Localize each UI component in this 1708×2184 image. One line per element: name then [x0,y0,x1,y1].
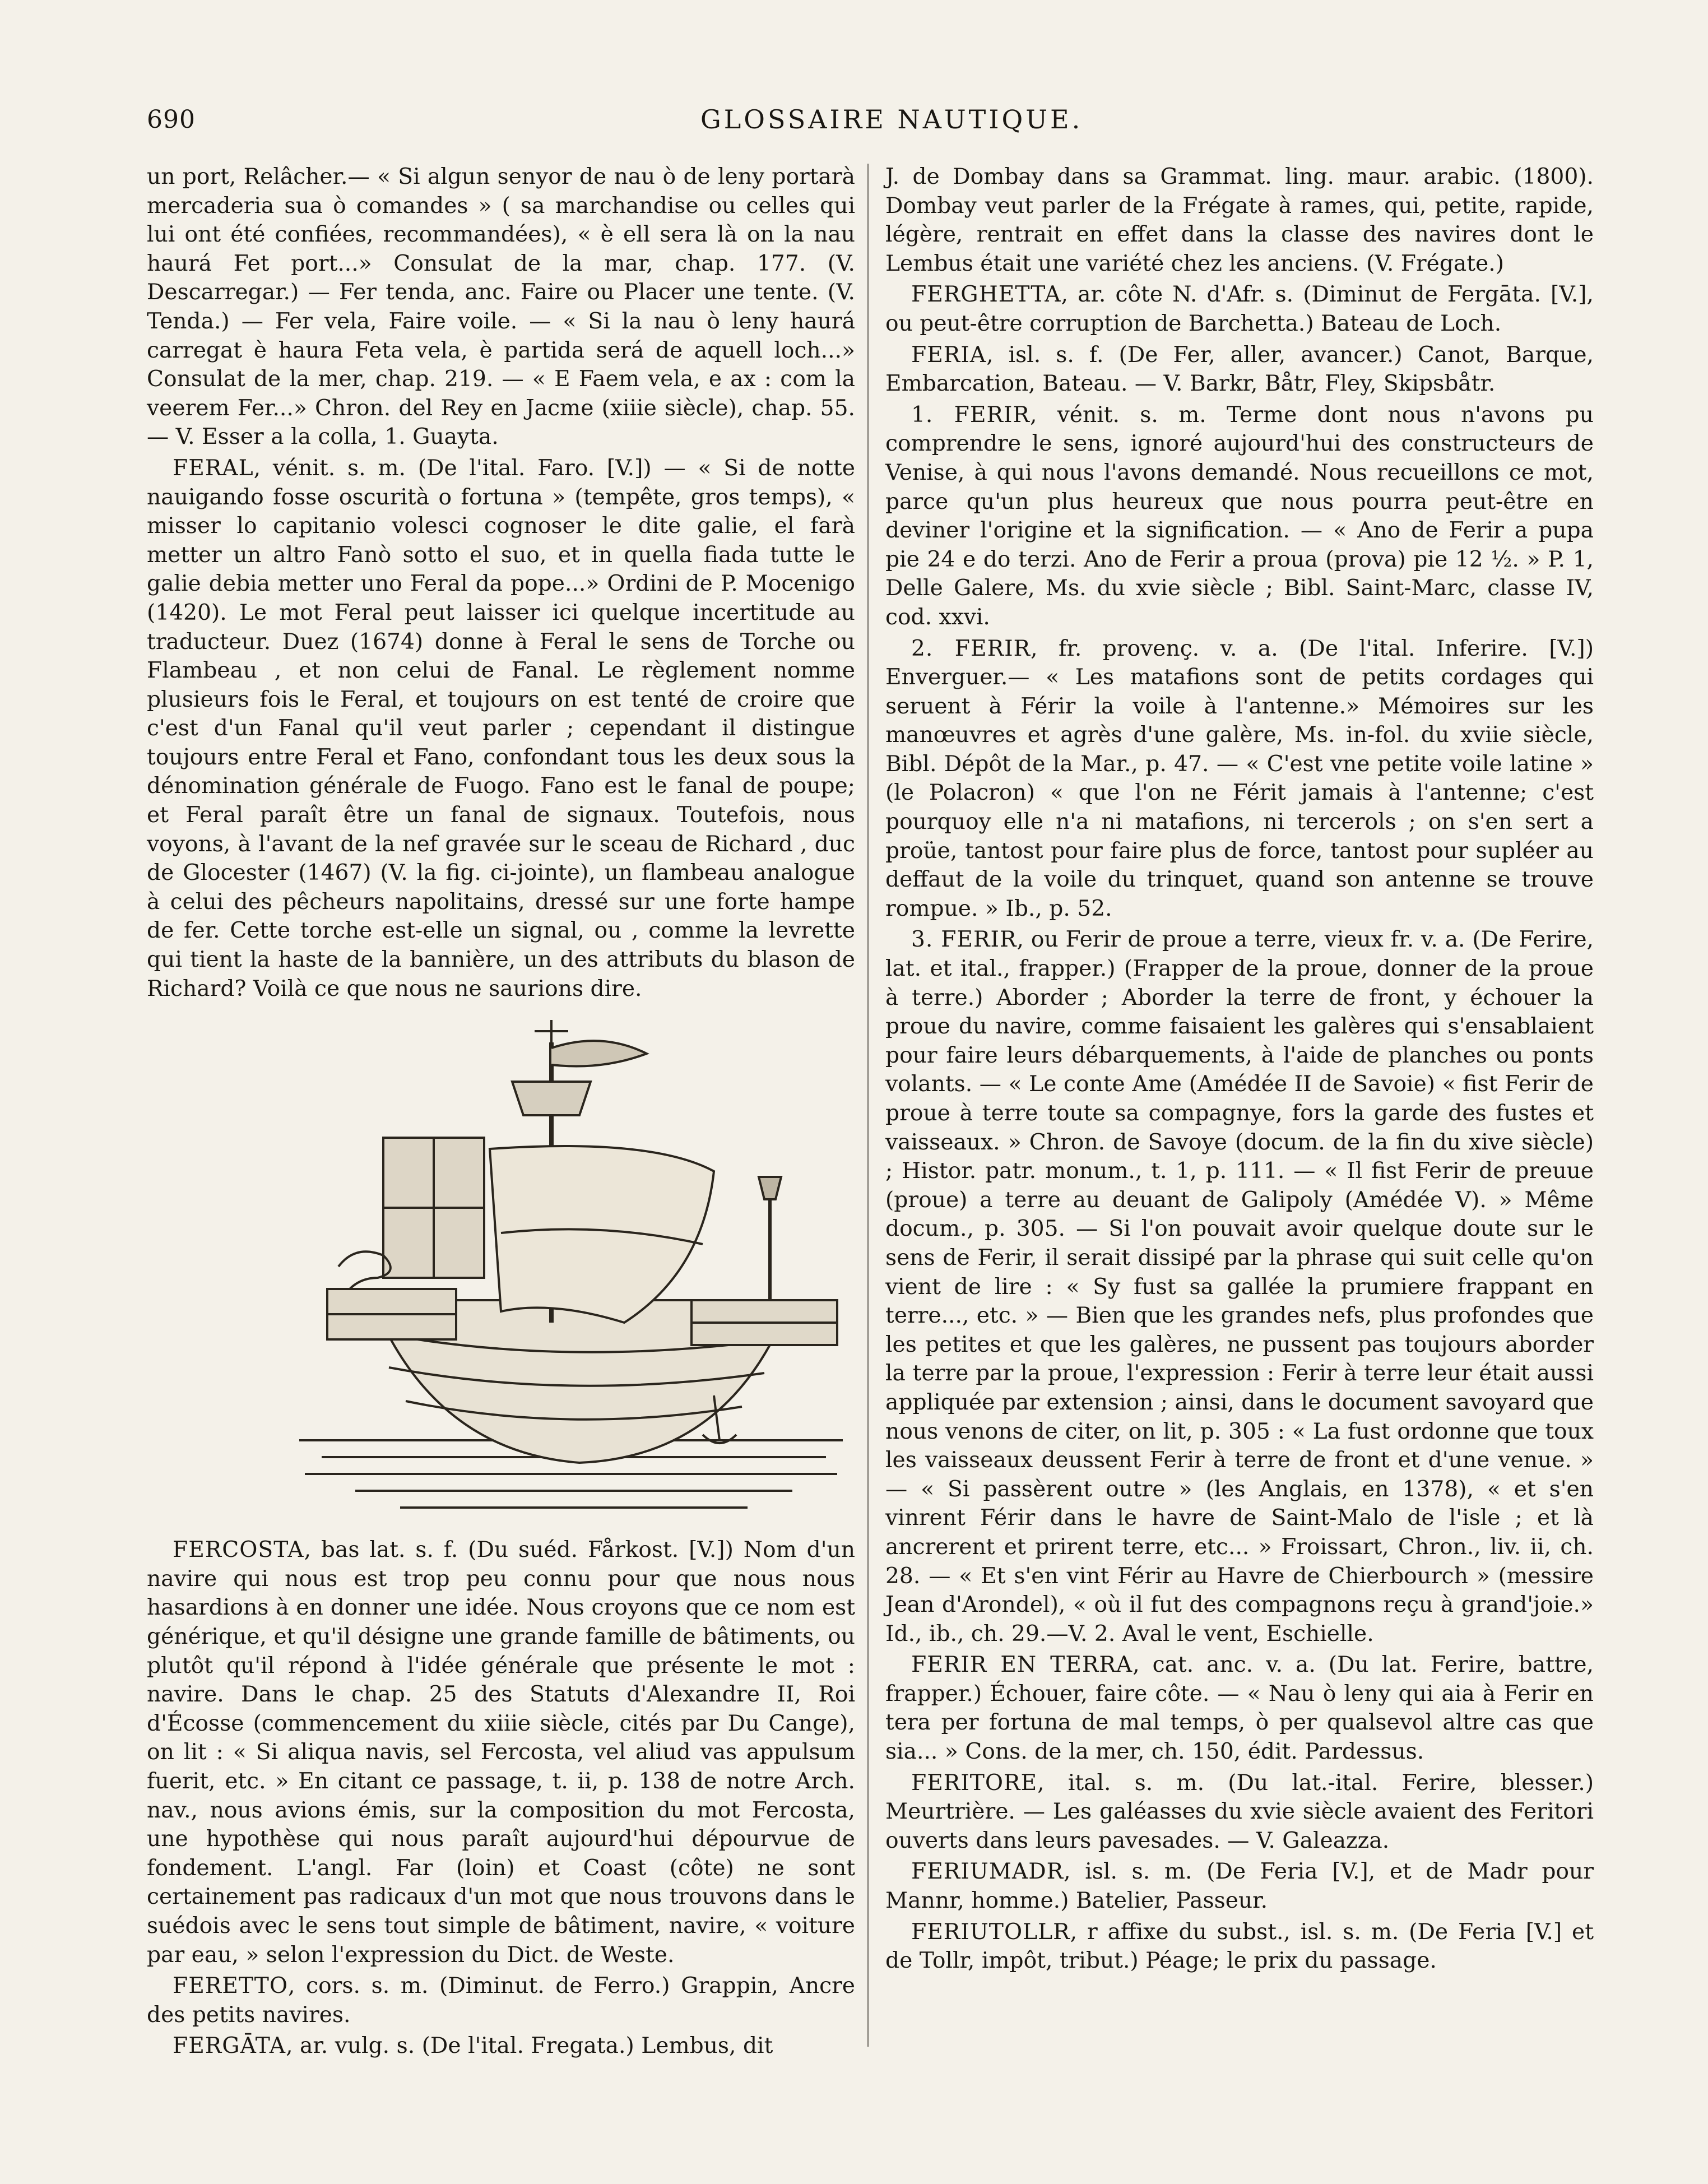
left-column [147,163,855,2063]
entry-text: , ital. s. m. (Du lat.-ital. Ferire, blesser.) Meurtrière. — Les galéasses du xvie siècle avaient des Feritori ouverts dans leurs pavesades. — V. Galeazza. [885,1770,1594,1853]
headword-ferir-en-terra: FERIR EN TERRA [911,1652,1133,1678]
ship-figure [288,1009,855,1533]
entry-ferghetta [885,280,1594,338]
entry-feriutollr [885,1918,1594,1976]
entry-text: , bas lat. s. f. (Du suéd. Fårkost. [V.]) Nom d'un navire qui nous est trop peu connu pour que nous nous hasardions à en donner une idée. Nous croyons que ce nom est générique, et qu'il désigne une grande famille de bâtiments, ou plutôt qu'il répond à l'idée générale que présente le mot : navire. Dans le chap. 25 des Statuts d'Alexandre II, Roi d'Écosse (commencement du xiiie siècle, cités par Du Cange), on lit : « Si aliqua navis, sel Fercosta, vel aliud vas appulsum fuerit, etc. » En citant ce passage, t. ii, p. 138 de notre Arch. nav., nous avions émis, sur la composition du mot Fercosta, une hypothèse qui nous paraît aujourd'hui dépourvue de fondement. L'angl. Far (loin) et Coast (côte) ne sont certainement pas radicaux d'un mot que nous trouvons dans le suédois avec le sens tout simple de bâtiment, navire, « voiture par eau, » selon l'expression du Dict. de Weste. [147,1537,855,1968]
entry-feriumadr [885,1857,1594,1915]
headword-feriumadr: FERIUMADR [911,1859,1064,1885]
ship-engraving-icon [288,1009,855,1533]
entry-feral [147,454,855,1003]
headword-fercosta: FERCOSTA [173,1537,304,1563]
right-column [885,163,1594,1978]
headword-ferir-3: 3. FERIR [911,927,1017,953]
entry-text: , isl. s. f. (De Fer, aller, avancer.) Canot, Barque, Embarcation, Bateau. — V. Barkr, Båtr, Fley, Skipsbåtr. [885,342,1594,397]
headword-fergata: FERGĀTA [173,2033,286,2059]
entry-ferir-en-terra [885,1650,1594,1766]
running-title: GLOSSAIRE NAUTIQUE. [700,104,1083,135]
entry-feritore [885,1769,1594,1856]
entry-text: , vénit. s. m. Terme dont nous n'avons pu comprendre le sens, ignoré aujourd'hui des constructeurs de Venise, à qui nous l'avons demandé. Nous recueillons ce mot, parce qu'un plus heureux que nous pourra peut-être en deviner l'origine et la signification. — « Ano de Ferir a pupa pie 24 e do terzi. Ano de Ferir a proua (prova) pie 12 ½. » P. 1, Delle Galere, Ms. du xvie siècle ; Bibl. Saint-Marc, classe IV, cod. xxvi. [885,402,1594,630]
entry-text: , vénit. s. m. (De l'ital. Faro. [V.]) — « Si de notte nauigando fosse oscurità o fortuna » (tempête, gros temps), « misser lo capitanio volesci cognoser le dite galie, el farà metter un altro Fanò sotto el suo, et in quella fiada tutte le galie debia metter uno Feral da pope...» Ordini de P. Mocenigo (1420). Le mot Feral peut laisser ici quelque incertitude au traducteur. Duez (1674) donne à Feral le sens de Torche ou Flambeau , et non celui de Fanal. Le règlement nomme plusieurs fois le Feral, et toujours on est tenté de croire que c'est d'un Fanal qu'il veut parler ; cependant il distingue toujours entre Feral et Fano, confondant tous les deux sous la dénomination générale de Fuogo. Fano est le fanal de poupe; et Feral paraît être un fanal de signaux. Toutefois, nous voyons, à l'avant de la nef gravée sur le sceau de Richard , duc de Glocester (1467) (V. la fig. ci-jointe), un flambeau analogue à celui des pêcheurs napolitains, dressé sur une forte hampe de fer. Cette torche est-elle un signal, ou , comme la levrette qui tient la haste de la bannière, un des attributs du blason de Richard? Voilà ce que nous ne saurions dire. [147,455,855,1001]
entry-text: , ar. côte N. d'Afr. s. (Diminut de Fergāta. [V.], ou peut-être corruption de Barchetta.) Bateau de Loch. [885,282,1594,336]
headword-ferghetta: FERGHETTA [911,282,1061,308]
entry-text: , ou Ferir de proue a terre, vieux fr. v. a. (De Ferire, lat. et ital., frapper.) (Frapper de la proue, donner de la proue à terre.) Aborder ; Aborder la terre de front, y échouer la proue du navire, comme faisaient les galères qui s'ensablaient pour faire leurs débarquements, à l'aide de planches ou ponts volants. — « Le conte Ame (Amédée II de Savoie) « fist Ferir de proue à terre toute sa compagnye, fors la garde des fustes et vaisseaux. » Chron. de Savoye (docum. de la fin du xive siècle) ; Histor. patr. monum., t. 1, p. 111. — « Il fist Ferir de preuue (proue) a terre au deuant de Galipoly (Amédée V). » Même docum., p. 305. — Si l'on pouvait avoir quelque doute sur le sens de Ferir, il serait dissipé par la phrase qui suit celle qu'on vient de lire : « Sy fust sa gallée la prumiere frappant en terre..., etc. » — Bien que les grandes nefs, plus profondes que les petites et que les galères, ne pussent pas toujours aborder la terre par la proue, l'expression : Ferir à terre leur était aussi appliquée par extension ; ainsi, dans le document savoyard que nous venons de citer, on lit, p. 305 : « La fust ordonne que toux les vaisseaux deussent Ferir à terre de front et d'une venue. » — « Si passèrent outre » (les Anglais, en 1378), « et s'en vinrent Férir dans le havre de Saint-Malo de l'isle ; et là ancrerent et prirent terre, etc... » Froissart, Chron., liv. ii, ch. 28. — « Et s'en vint Férir au Havre de Chierbourch » (messire Jean d'Arondel), « où il fut des compagnons reçu à grand'joie.» Id., ib., ch. 29.—V. 2. Aval le vent, Eschielle. [885,927,1594,1647]
headword-feriutollr: FERIUTOLLR [911,1919,1070,1945]
entry-continuation: un port, Relâcher.— « Si algun senyor de nau ò de leny portarà mercaderia sua ò comandes » ( sa marchandise ou celles qui lui ont été confiées, recommandées), « è ell sera là on la nau haurá Fet port...» Consulat de la mar, chap. 177. (V. Descarregar.) — Fer tenda, anc. Faire ou Placer une tente. (V. Tenda.) — Fer vela, Faire voile. — « Si la nau ò leny haurá carregat è haura Feta vela, è partida será de aquell loch...» Consulat de la mer, chap. 219. — « E Faem vela, e ax : com la veerem Fer...» Chron. del Rey en Jacme (xiiie siècle), chap. 55. — V. Esser a la colla, 1. Guayta. [147,164,855,450]
column-divider [867,164,869,2047]
headword-feria: FERIA [911,342,987,368]
entry-text: , cat. anc. v. a. (Du lat. Ferire, battre, frapper.) Échouer, faire côte. — « Nau ò leny qui aia à Ferir en tera per fortuna de mal temps, ò per qualsevol altre cas que sia... » Cons. de la mer, ch. 150, édit. Pardessus. [885,1652,1594,1765]
entry-continuation: J. de Dombay dans sa Grammat. ling. maur. arabic. (1800). Dombay veut parler de la Frégate à rames, qui, petite, rapide, légère, rentrait en effet dans la classe des navires dont le Lembus était une variété chez les anciens. (V. Frégate.) [885,164,1594,276]
headword-ferir-1: 1. FERIR [911,402,1030,428]
headword-feritore: FERITORE [911,1770,1038,1796]
entry-text: , cors. s. m. (Diminut. de Ferro.) Grappin, Ancre des petits navires. [147,1973,855,2028]
entry-ferir-3 [885,925,1594,1648]
entry-text: , ar. vulg. s. (De l'ital. Fregata.) Lembus, dit [286,2033,773,2059]
entry-ferir-2 [885,634,1594,924]
headword-ferir-2: 2. FERIR [911,636,1031,661]
headword-feretto: FERETTO [173,1973,289,1999]
entry-feretto [147,1972,855,2029]
entry-text: , isl. s. m. (De Feria [V.], et de Madr pour Mannr, homme.) Batelier, Passeur. [885,1859,1594,1914]
entry-text: , r affixe du subst., isl. s. m. (De Feria [V.] et de Tollr, impôt, tribut.) Péage; le prix du passage. [885,1919,1594,1974]
entry-fergata [147,2032,855,2061]
entry-feria [885,341,1594,398]
entry-ferir-1 [885,401,1594,632]
entry-fercosta [147,1005,855,1969]
page-number: 690 [147,105,196,134]
headword-feral: FERAL [173,455,254,481]
entry-text: , fr. provenç. v. a. (De l'ital. Inferire. [V.]) Enverguer.— « Les matafions sont de petits cordages qui seruent à Férir la voile à l'antenne.» Mémoires sur les manœuvres et agrès d'une galère, Ms. in-fol. du xviie siècle, Bibl. Dépôt de la Mar., p. 47. — « C'est vne petite voile latine » (le Polacron) « que l'on ne Férit jamais à l'antenne; c'est pourquoy elle n'a ni matafions, ni tercerols ; on s'en sert a proüe, tantost pour faire plus de force, tantost pour supléer au deffaut de la voile du trinquet, quand son antenne se trouve rompue. » Ib., p. 52. [885,636,1594,921]
